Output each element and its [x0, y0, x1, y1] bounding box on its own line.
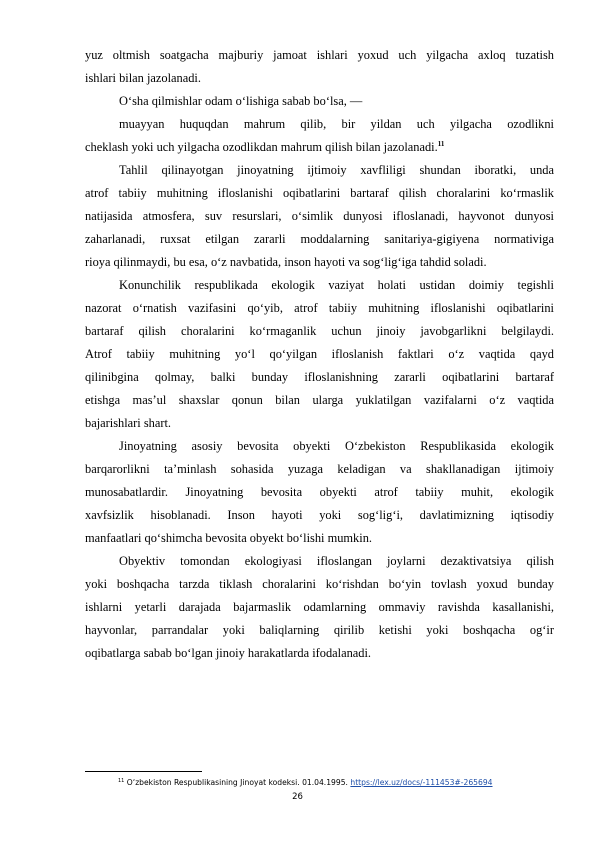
text-line: atrof tabiiy muhitning ifloslanishi oqibatlarini bartaraf qilish choralarini ko‘rmaslik	[85, 186, 554, 200]
footnote-text: O‘zbekiston Respublikasining Jinoyat kodeksi. 01.04.1995.	[126, 778, 351, 787]
text-line: Obyektiv tomondan ekologiyasi ifloslangan joylarni dezaktivatsiya qilish	[119, 554, 554, 568]
text-line: oqibatlarga sabab bo‘lgan jinoiy harakatlarda ifodalanadi.	[85, 646, 372, 660]
text-line: etishga mas’ul shaxslar qonun bilan ularga yuklatilgan vazifalarni o‘z vaqtida	[85, 393, 554, 407]
text-line: nazorat o‘rnatish vazifasini qo‘yib, atrof tabiiy muhitning ifloslanishi oqibatlarini	[85, 301, 554, 315]
body-text	[85, 48, 554, 669]
text-line: qilinibgina qolmay, balki bunday ifloslanishning zararli oqibatlarini bartaraf	[85, 370, 554, 384]
footnote-number: 11	[118, 778, 125, 784]
text-line: Tahlil qilinayotgan jinoyatning ijtimoiy xavfliligi shundan iboratki, unda	[119, 163, 554, 177]
text-line: hayvonlar, parrandalar yoki baliqlarning qirilib ketishi yoki boshqacha og‘ir	[85, 623, 554, 637]
footnote-separator	[85, 771, 202, 772]
footnote-link[interactable]: https://lex.uz/docs/-111453#-265694	[350, 778, 493, 787]
text-line: Konunchilik respublikada ekologik vaziyat holati ustidan doimiy tegishli	[119, 278, 554, 292]
text-line: manfaatlari qo‘shimcha bevosita obyekt bo‘lishi mumkin.	[85, 531, 372, 545]
text-line: zaharlanadi, ruxsat etilgan zararli moddalarning sanitariya-gigiyena normativiga	[85, 232, 554, 246]
text-line: munosabatlardir. Jinoyatning bevosita obyekti atrof tabiiy muhit, ekologik	[85, 485, 554, 499]
text-line: barqarorlikni ta’minlash sohasida yuzaga keladigan va shakllanadigan ijtimoiy	[85, 462, 554, 476]
page-number: 26	[292, 792, 303, 802]
text-line: xavfsizlik hisoblanadi. Inson hayoti yoki sog‘lig‘i, davlatimizning iqtisodiy	[85, 508, 554, 522]
text-line: ishlarni yetarli darajada bajarmaslik odamlarning ommaviy ravishda kasallanishi,	[85, 600, 554, 614]
text-line: ishlari bilan jazolanadi.	[85, 71, 201, 85]
footnote-ref[interactable]: 11	[437, 140, 445, 148]
text-line: yoki boshqacha tarzda tiklash choralarini ko‘rishdan bo‘yin tovlash yoxud bunday	[85, 577, 554, 591]
text-line: natijasida atmosfera, suv resurslari, o‘simlik dunyosi ifloslanadi, hayvonot dunyosi	[85, 209, 554, 223]
footnote	[118, 778, 578, 787]
text-line	[85, 140, 554, 154]
text-line-content: cheklash yoki uch yilgacha ozodlikdan mahrum qilish bilan jazolanadi.	[85, 140, 438, 154]
text-line: yuz oltmish soatgacha majburiy jamoat ishlari yoxud uch yilgacha axloq tuzatish	[85, 48, 554, 62]
text-line: bajarishlari shart.	[85, 416, 172, 430]
text-line: rioya qilinmaydi, bu esa, o‘z navbatida, inson hayoti va sog‘lig‘iga tahdid soladi.	[85, 255, 487, 269]
text-line: muayyan huquqdan mahrum qilib, bir yildan uch yilgacha ozodlikni	[119, 117, 554, 131]
text-line: Jinoyatning asosiy bevosita obyekti O‘zbekiston Respublikasida ekologik	[119, 439, 554, 453]
text-line: bartaraf qilish choralarini ko‘rmaganlik uchun jinoiy javobgarlikni belgilaydi.	[85, 324, 554, 338]
text-line: Atrof tabiiy muhitning yo‘l qo‘yilgan ifloslanish faktlari o‘z vaqtida qayd	[85, 347, 554, 361]
text-line: O‘sha qilmishlar odam o‘lishiga sabab bo‘lsa, —	[119, 94, 363, 108]
